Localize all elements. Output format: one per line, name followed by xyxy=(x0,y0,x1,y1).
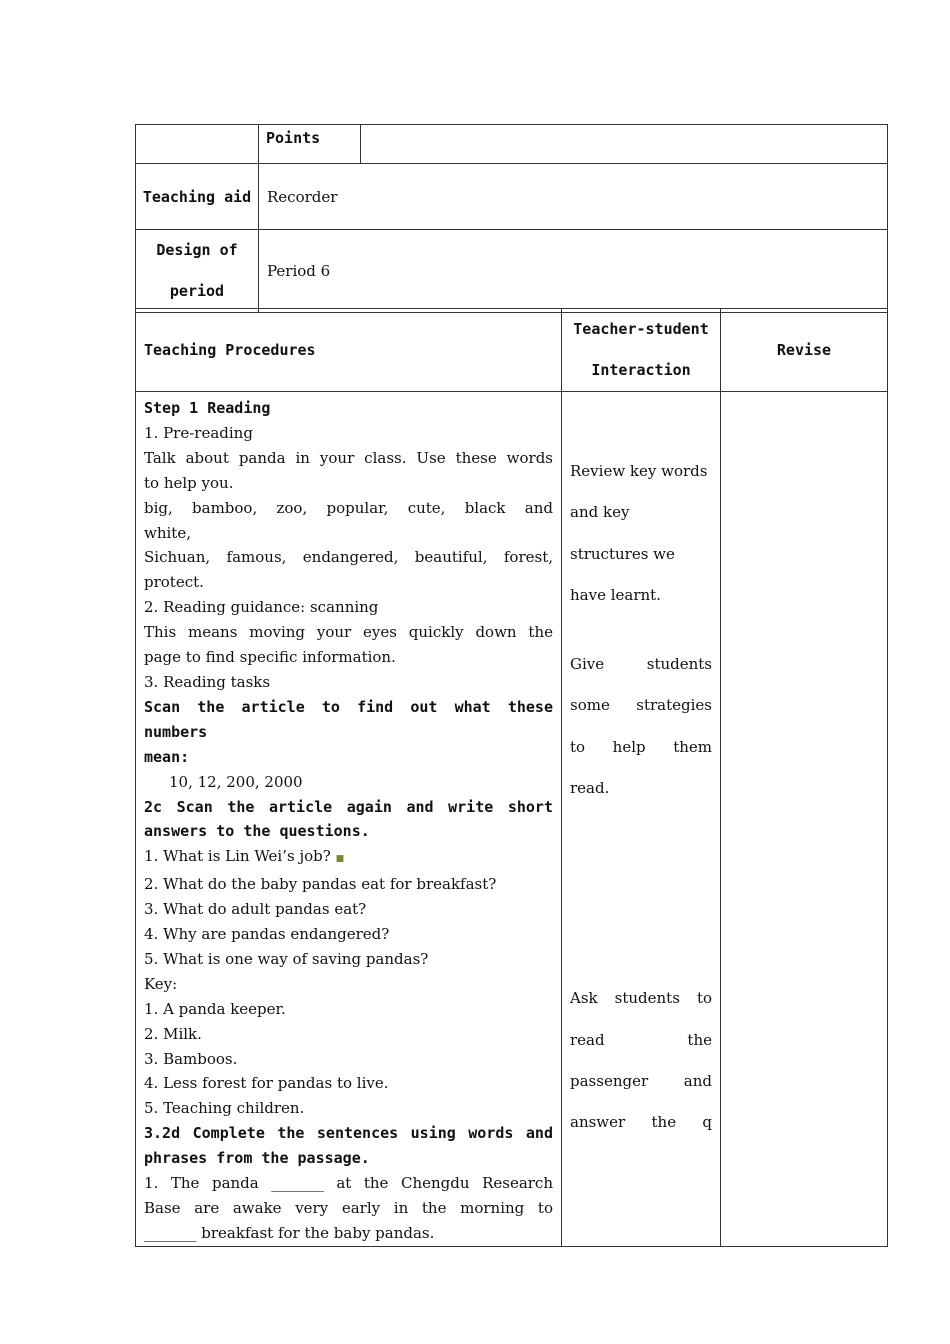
interaction-3-line4: answer the q xyxy=(570,1113,712,1132)
talk-line1: Talk about panda in your class. Use these words xyxy=(144,448,553,467)
teaching-aid-label: Teaching aid xyxy=(136,164,259,230)
words-line2: white, xyxy=(144,523,191,542)
design-of-period-value: Period 6 xyxy=(259,230,888,313)
interaction-2-line1: Give students xyxy=(570,655,712,674)
sentence1-line1: 1. The panda _______ at the Chengdu Research xyxy=(144,1174,553,1193)
key-2: 2. Milk. xyxy=(144,1024,202,1043)
lesson-info-table xyxy=(135,124,888,313)
interaction-2-line3: to help them xyxy=(570,737,712,756)
question-3: 3. What do adult pandas eat? xyxy=(144,900,367,919)
scan-line1: Scan the article to find out what these numbers xyxy=(144,697,553,741)
interaction-block-1 xyxy=(562,451,720,616)
interaction-1-line3: structures we xyxy=(570,544,675,563)
talk-line2: to help you. xyxy=(144,473,234,492)
interaction-2-line4: read. xyxy=(570,779,610,798)
stray-dot-icon: ■ xyxy=(335,854,345,865)
interaction-1-line4: have learnt. xyxy=(570,585,661,604)
scan-line2: mean: xyxy=(144,747,190,766)
teaching-aid-value: Recorder xyxy=(259,164,888,230)
revise-header: Revise xyxy=(721,309,888,392)
question-4: 4. Why are pandas endangered? xyxy=(144,925,390,944)
key-5: 5. Teaching children. xyxy=(144,1099,305,1118)
interaction-block-3 xyxy=(562,978,720,1143)
points-label: Points xyxy=(259,125,361,164)
task2c-line1: 2c Scan the article again and write short xyxy=(144,797,553,816)
numbers-line: 10, 12, 200, 2000 xyxy=(169,772,303,791)
words-line3: Sichuan, famous, endangered, beautiful, forest, xyxy=(144,548,553,567)
interaction-3-line3: passenger and xyxy=(570,1071,712,1090)
task2d-line2: phrases from the passage. xyxy=(144,1149,370,1168)
interaction-content xyxy=(562,392,721,1247)
question-1 xyxy=(144,844,553,872)
step1-heading: Step 1 Reading xyxy=(144,399,271,417)
sentence1-line2: Base are awake very early in the morning to xyxy=(144,1199,553,1217)
interaction-1-line1: Review key words xyxy=(570,462,708,480)
question-5: 5. What is one way of saving pandas? xyxy=(144,949,429,968)
question-1-text: 1. What is Lin Wei’s job? xyxy=(144,847,331,866)
guidance-line1: This means moving your eyes quickly down the xyxy=(144,623,553,642)
words-line1: big, bamboo, zoo, popular, cute, black and xyxy=(144,498,553,517)
guidance-line2: page to find specific information. xyxy=(144,648,396,667)
procedures-table xyxy=(135,308,888,1247)
words-line4: protect. xyxy=(144,573,204,592)
interaction-header-line2: Interaction xyxy=(591,361,691,379)
key-3: 3. Bamboos. xyxy=(144,1049,238,1068)
key-4: 4. Less forest for pandas to live. xyxy=(144,1074,389,1093)
design-of-period-label xyxy=(136,230,259,313)
design-label-line2: period xyxy=(169,282,225,300)
interaction-block-2 xyxy=(562,644,720,809)
reading-guidance: 2. Reading guidance: scanning xyxy=(144,598,379,617)
interaction-3-line2: read the xyxy=(570,1030,712,1049)
sentence1-line3: _______ breakfast for the baby pandas. xyxy=(144,1223,435,1242)
design-label-line1: Design of xyxy=(156,241,238,259)
task2d-line1: 3.2d Complete the sentences using words and xyxy=(144,1124,553,1143)
pre-reading: 1. Pre-reading xyxy=(144,423,253,442)
empty-cell xyxy=(136,125,259,164)
task2c-line2: answers to the questions. xyxy=(144,822,370,841)
key-label: Key: xyxy=(144,974,178,993)
key-1: 1. A panda keeper. xyxy=(144,999,286,1018)
interaction-header xyxy=(562,309,721,392)
interaction-header-line1: Teacher-student xyxy=(573,320,709,338)
reading-tasks: 3. Reading tasks xyxy=(144,672,271,691)
interaction-3-line1: Ask students to xyxy=(570,989,712,1008)
revise-content xyxy=(721,392,888,1247)
procedures-content xyxy=(136,392,562,1247)
question-2: 2. What do the baby pandas eat for breakfast? xyxy=(144,875,497,894)
procedures-header: Teaching Procedures xyxy=(136,309,562,392)
interaction-1-line2: and key xyxy=(570,503,630,522)
points-value-cell xyxy=(361,125,888,164)
interaction-2-line2: some strategies xyxy=(570,696,712,715)
